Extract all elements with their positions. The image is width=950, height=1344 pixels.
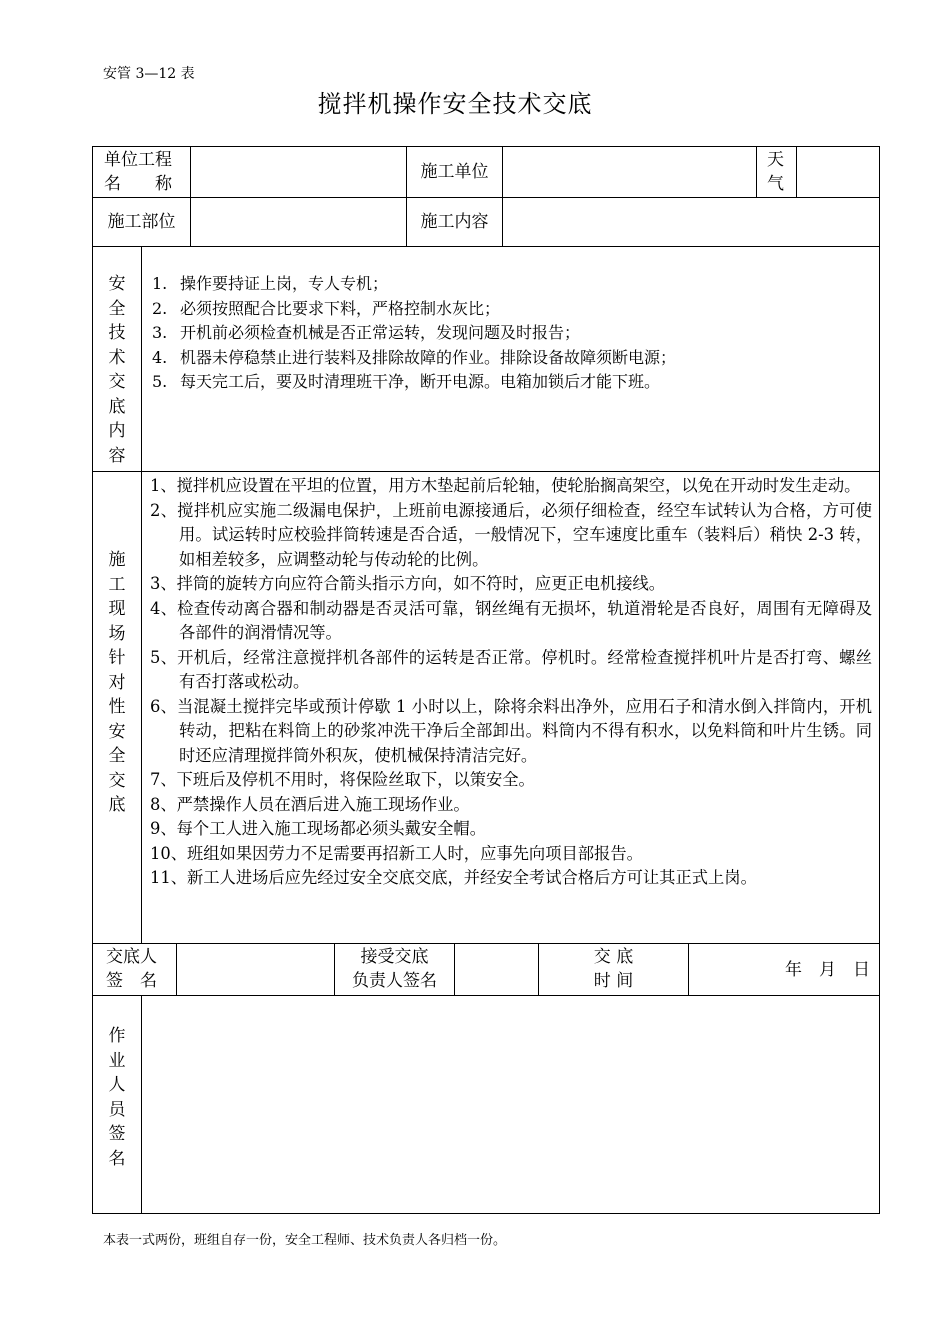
col-divider: [190, 146, 191, 247]
col-divider: [688, 943, 689, 996]
weather-label: [767, 148, 795, 196]
site-disclosure-list: [150, 474, 872, 891]
safety-item-number: 4.: [152, 347, 168, 367]
site-disclosure-item: 7、下班后及停机不用时，将保险丝取下，以策安全。: [150, 770, 535, 789]
worker-signatures-label-char: 人: [108, 1075, 126, 1095]
construction-location-field[interactable]: [192, 198, 404, 246]
site-disclosure-label-char: 现: [108, 599, 126, 619]
disclosure-time-label: [539, 945, 688, 993]
site-disclosure-label-char: 对: [108, 672, 126, 693]
col-divider: [454, 943, 455, 996]
worker-signatures-label-char: 名: [108, 1148, 126, 1169]
construction-content-field[interactable]: [504, 198, 878, 246]
col-divider: [141, 995, 142, 1214]
row-divider: [92, 246, 880, 247]
safety-content-label-char: 技: [108, 323, 126, 343]
site-disclosure-item: 6、当混凝土搅拌完毕或预计停歇 1 小时以上，除将余料出净外，应用石子和清水倒入拌筒内，开机转动，把粘在料筒上的砂浆冲洗干净后全部卸出。料筒内不得有积水，以免料筒和叶片生锈。同时还应清理搅拌筒外积灰，使机械保持清洁完好。: [150, 696, 872, 765]
worker-signatures-field[interactable]: [143, 996, 878, 1212]
weather-field[interactable]: [798, 147, 878, 197]
safety-content-label-char: 底: [108, 396, 126, 417]
weather-label-line2: 气: [767, 174, 784, 194]
site-disclosure-item: 2、搅拌机应实施二级漏电保护，上班前电源接通后，必须仔细检查，经空车试转认为合格，方可使用。试运转时应校验拌筒转速是否合适，一般情况下，空车速度比重车（装料后）稍快 2-3 转，如相差较多，应调整动轮与传动轮的比例。: [150, 500, 872, 569]
weather-label-line1: 天: [767, 150, 784, 170]
safety-item-number: 3.: [152, 323, 168, 342]
safety-item-text: 必须按照配合比要求下料，严格控制水灰比；: [180, 298, 501, 318]
safety-content-label-char: 内: [108, 421, 126, 441]
site-disclosure-item: 3、拌筒的旋转方向应符合箭头指示方向，如不符时，应更正电机接线。: [150, 574, 666, 593]
receiver-label-line1: 接受交底: [360, 947, 429, 967]
col-divider: [141, 246, 142, 944]
safety-item-text: 机器未停稳禁止进行装料及排除故障的作业。排除设备故障须断电源；: [180, 347, 677, 367]
construction-location-label: 施工部位: [107, 212, 176, 232]
project-name-label: [104, 148, 188, 196]
safety-content-list: [152, 272, 676, 395]
site-disclosure-item: 10、班组如果因劳力不足需要再招新工人时，应事先向项目部报告。: [150, 843, 643, 863]
safety-item: [152, 297, 676, 322]
worker-signatures-label-char: 业: [108, 1050, 126, 1071]
project-name-label-line2: 名 称: [104, 174, 172, 194]
disclosure-time-label-line2: 时 间: [593, 971, 634, 991]
table-border-bottom: [92, 1213, 880, 1214]
discloser-signature-field[interactable]: [178, 944, 332, 995]
receiver-signature-field[interactable]: [456, 944, 537, 995]
row-divider: [92, 471, 880, 472]
worker-signatures-label-char: 作: [108, 1026, 126, 1046]
construction-unit-field[interactable]: [504, 147, 754, 197]
safety-content-label-char: 容: [108, 445, 126, 466]
site-disclosure-label-char: 场: [108, 623, 126, 644]
worker-signatures-label-char: 员: [108, 1099, 126, 1120]
construction-content-label: 施工内容: [420, 212, 489, 232]
safety-content-label-char: 全: [108, 298, 126, 319]
safety-item: [152, 321, 676, 346]
safety-item-number: 2.: [152, 298, 168, 318]
safety-item-number: 5.: [152, 372, 168, 391]
site-disclosure-item: 4、检查传动离合器和制动器是否灵活可靠，钢丝绳有无损坏，轨道滑轮是否良好，周围有无障碍及各部件的润滑情况等。: [150, 598, 872, 642]
page-title: 搅拌机操作安全技术交底: [317, 90, 593, 118]
disclosure-form-table: [92, 146, 880, 1214]
receiver-label-line2: 负责人签名: [352, 971, 437, 991]
site-disclosure-item: 11、新工人进场后应先经过安全交底交底，并经安全考试合格后方可让其正式上岗。: [150, 868, 757, 887]
footer-note: 本表一式两份，班组自存一份，安全工程师、技术负责人各归档一份。: [103, 1233, 507, 1248]
site-disclosure-label-char: 底: [108, 795, 126, 815]
col-divider: [502, 146, 503, 247]
site-disclosure-label: [93, 548, 141, 818]
site-disclosure-label-char: 工: [108, 574, 126, 595]
safety-item-text: 开机前必须检查机械是否正常运转，发现问题及时报告；: [180, 323, 581, 342]
site-disclosure-item: 8、严禁操作人员在酒后进入施工现场作业。: [150, 794, 470, 814]
col-divider: [756, 146, 757, 198]
safety-item: [152, 346, 676, 371]
site-disclosure-label-char: 施: [108, 550, 126, 570]
site-disclosure-item: 5、开机后，经常注意搅拌机各部件的运转是否正常。停机时。经常检查搅拌机叶片是否打弯、螺丝有否打落或松动。: [150, 647, 872, 691]
site-disclosure-label-char: 安: [108, 721, 126, 742]
safety-content-label-char: 术: [108, 347, 126, 368]
date-placeholder: 年 月 日: [785, 959, 870, 980]
construction-unit-label: 施工单位: [420, 162, 489, 182]
project-name-label-line1: 单位工程: [104, 150, 172, 170]
col-divider: [796, 146, 797, 198]
project-name-field[interactable]: [192, 147, 404, 197]
safety-item-text: 每天完工后，要及时清理班干净，断开电源。电箱加锁后才能下班。: [180, 372, 661, 391]
site-disclosure-item: 9、每个工人进入施工现场都必须头戴安全帽。: [150, 819, 486, 838]
safety-content-label-char: 安: [108, 274, 126, 294]
site-disclosure-label-char: 交: [108, 770, 126, 791]
col-divider: [176, 943, 177, 996]
table-border-right: [879, 146, 880, 1214]
receiver-label: [335, 945, 454, 993]
disclosure-time-label-line1: 交 底: [593, 947, 634, 967]
discloser-label-line2: 签 名: [106, 971, 157, 991]
worker-signatures-label: [93, 1024, 141, 1171]
discloser-label: [106, 945, 176, 993]
safety-item: [152, 272, 676, 297]
form-code: 安管 3—12 表: [103, 66, 195, 82]
site-disclosure-label-char: 全: [108, 746, 126, 766]
safety-item: [152, 370, 676, 395]
site-disclosure-item: 1、搅拌机应设置在平坦的位置，用方木垫起前后轮轴，使轮胎搁高架空，以免在开动时发生走动。: [150, 476, 861, 495]
safety-item-text: 操作要持证上岗，专人专机；: [180, 274, 389, 293]
discloser-label-line1: 交底人: [106, 947, 157, 967]
safety-content-label: [93, 272, 141, 468]
safety-content-label-char: 交: [108, 372, 126, 392]
safety-item-number: 1.: [152, 274, 168, 293]
worker-signatures-label-char: 签: [108, 1124, 126, 1144]
site-disclosure-label-char: 针: [108, 648, 126, 668]
disclosure-date-field[interactable]: [690, 944, 870, 995]
site-disclosure-label-char: 性: [108, 697, 126, 717]
